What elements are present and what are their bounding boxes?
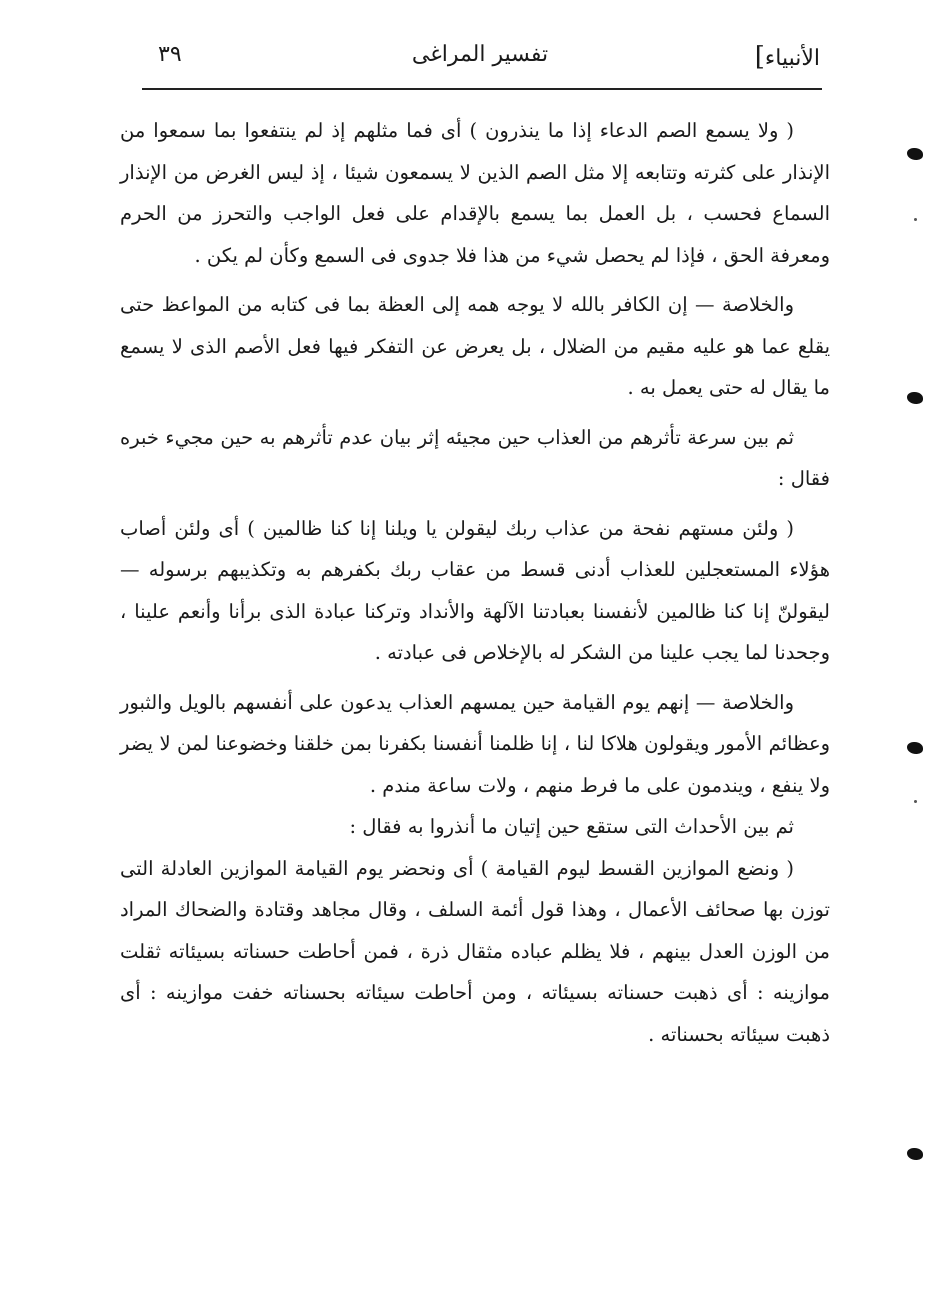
paragraph: ( ولا يسمع الصم الدعاء إذا ما ينذرون ) أى فما مثلهم إذ لم ينتفعوا بما سمعوا من الإنذار على كثرته وتتابعه إلا مثل الصم الذين لا يسمعون شيئا ، إذ ليس الغرض من الإنذار السماع فحسب ، بل العمل بما يسمع بالإقدام على فعل الواجب والتحرز من الحرم ومعرفة الحق ، فإذا لم يحصل شيء من هذا فلا جدوى فى السمع وكأن لم يكن . — [120, 119, 830, 267]
paragraph: ( ولئن مستهم نفحة من عذاب ربك ليقولن يا ويلنا إنا كنا ظالمين ) أى ولئن أصاب هؤلاء المستعجلين للعذاب أدنى قسط من عقاب ربك بكفرهم به وتكذيبهم برسوله — ليقولنّ إنا كنا ظالمين لأنفسنا بعبادتنا الآلهة والأنداد وتركنا عبادة الذى برأنا وأنعم علينا ، وجحدنا لما يجب علينا من الشكر له بالإخلاص فى عبادته . — [120, 516, 830, 664]
section-label: الأنبياء — [764, 46, 820, 71]
ink-blot — [907, 1148, 923, 1160]
paragraph: ثم بين الأحداث التى ستقع حين إتيان ما أنذروا به فقال : — [349, 815, 794, 838]
speck — [914, 800, 917, 803]
speck — [914, 218, 917, 221]
ink-blot — [907, 742, 923, 754]
ink-blot — [907, 392, 923, 404]
paragraph: والخلاصة — إن الكافر بالله لا يوجه همه إلى العظة بما فى كتابه من المواعظ حتى يقلع عما هو عليه مقيم من الضلال ، بل يعرض عن التفكر فيها فعل الأصم الذى لا يسمع ما يقال له حتى يعمل به . — [120, 293, 830, 399]
page-header — [140, 42, 820, 88]
header-rule — [142, 88, 822, 90]
ink-blot — [907, 148, 923, 160]
margin-marks — [901, 0, 923, 1314]
paragraph: والخلاصة — إنهم يوم القيامة حين يمسهم العذاب يدعون على أنفسهم بالويل والثبور وعظائم الأمور ويقولون هلاكا لنا ، إنا ظلمنا أنفسنا بكفرنا بمن خلقنا وخضوعنا لمن لا يضر ولا ينفع ، ويندمون على ما فرط منهم ، ولات ساعة مندم . — [120, 690, 830, 797]
page-number: ٣٩ — [158, 42, 182, 67]
book-title: تفسير المراغى — [411, 42, 549, 67]
paragraph: ثم بين سرعة تأثرهم من العذاب حين مجيئه إثر بيان عدم تأثرهم به حين مجيء خبره فقال : — [120, 425, 830, 490]
page-body — [120, 110, 830, 1055]
bracket-glyph: ] — [754, 42, 765, 72]
paragraph: ( ونضع الموازين القسط ليوم القيامة ) أى ونحضر يوم القيامة الموازين العادلة التى توزن بها صحائف الأعمال ، وهذا قول أئمة السلف ، وقال مجاهد وقتادة والضحاك المراد من الوزن العدل بينهم ، فلا يظلم عباده مثقال ذرة ، فمن أحاطت حسناته بسيئاته ثقلت موازينه : أى ذهبت حسناته بسيئاته ، ومن أحاطت سيئاته بحسناته خفت موازينه : أى ذهبت سيئاته بحسناته . — [120, 856, 830, 1046]
